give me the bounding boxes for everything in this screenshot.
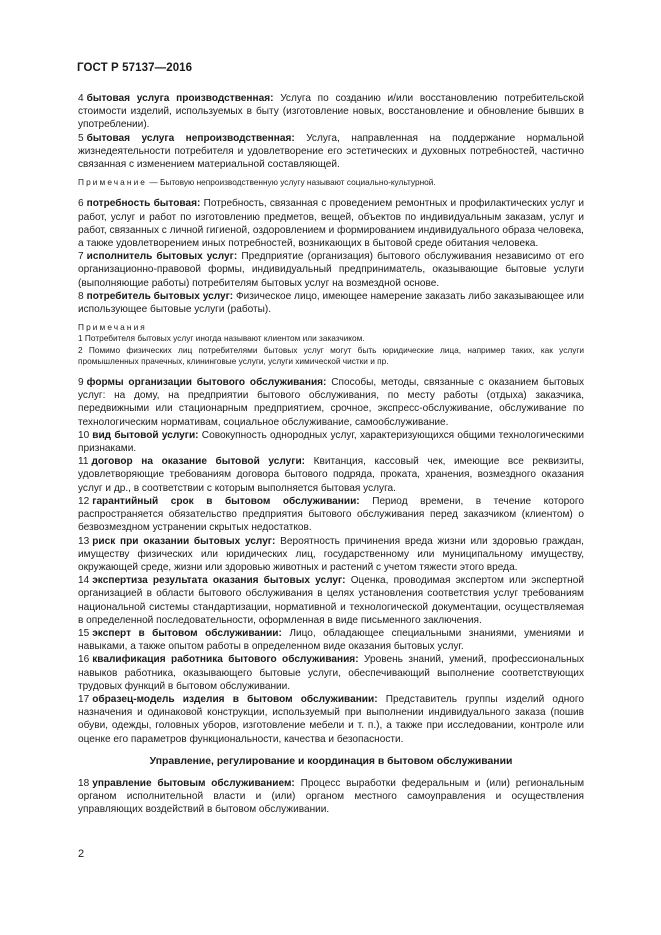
term-entry: [78, 627, 584, 653]
term-definition: Совокупность однородных услуг, характеризующихся общими технологическими признаками.: [78, 429, 585, 455]
note: [78, 333, 584, 344]
page-number: 2: [78, 848, 85, 860]
term-name: потребность бытовая:: [86, 198, 201, 210]
term-definition: Оценка, проводимая экспертом или экспертной организацией в области бытового обслуживания в целях установления соответствия услуг требованиям национальной системы стандартизации, нормативной и технологической документации, осуществляемая в определенной последовательности, оформленная в виде письменного заключения.: [78, 575, 585, 626]
note: [78, 345, 584, 367]
term-name: бытовая услуга производственная:: [86, 93, 274, 104]
term-entry: [78, 197, 584, 250]
spacer: [78, 188, 584, 197]
term-entry: [78, 92, 584, 132]
note: [78, 322, 584, 333]
term-name: вид бытовой услуги:: [92, 429, 199, 441]
spacer: [78, 768, 584, 777]
term-entry: [78, 535, 584, 575]
term-name: эксперт в бытовом обслуживании:: [92, 627, 282, 639]
term-number: 11: [78, 456, 89, 468]
document-code: ГОСТ Р 57137—2016: [77, 62, 193, 74]
note-title: Примечания: [78, 322, 147, 333]
term-name: гарантийный срок в бытовом обслуживании:: [92, 495, 360, 507]
note-text: 1 Потребителя бытовых услуг иногда называют клиентом или заказчиком.: [78, 333, 365, 344]
term-entry: [78, 693, 584, 746]
term-entry: [78, 132, 584, 172]
term-entry: [78, 376, 584, 429]
term-definition: Лицо, обладающее специальными знаниями, умениями и навыками, а также опытом работы в определенном виде оказания бытовых услуг.: [78, 627, 584, 653]
term-number: 15: [78, 627, 90, 639]
term-number: 7: [78, 251, 84, 263]
term-definition: Процесс выработки федеральным и (или) региональным органом исполнительной власти и (или) органом местного самоуправления и осуществления управляющих воздействий в бытовом обслуживании.: [78, 777, 585, 816]
term-number: 9: [78, 377, 84, 389]
term-definition: Потребность, связанная с проведением ремонтных и профилактических услуг и работ, услуг и работ по изготовлению предметов, вещей, объектов по индивидуальным заказам, услуг и работ, связанных с личной гигиеной, оздоровлением и формированием индивидуального образа человека, а также удовлетворением иных потребностей, возникающих в бытовой среде обитания человека.: [78, 198, 584, 250]
note-title: Примечание: [78, 177, 148, 188]
term-name: договор на оказание бытовой услуги:: [91, 456, 306, 468]
term-entry: [78, 574, 584, 627]
term-entry: [78, 429, 584, 455]
document-body: [78, 92, 584, 816]
term-definition: Услуга по созданию и/или восстановлению потребительской стоимости изделий, используемых в быту (изготовление новых, восстановление и обновление бывших в употреблении).: [78, 93, 585, 131]
term-name: экспертиза результата оказания бытовых услуг:: [92, 575, 346, 587]
spacer: [78, 746, 584, 755]
section-heading: Управление, регулирование и координация в бытовом обслуживании: [149, 755, 513, 767]
term-number: 5: [78, 132, 84, 144]
term-definition: Вероятность причинения вреда жизни или здоровью граждан, имуществу физических или юридических лиц, государственному или муниципальному имуществу, окружающей среде, жизни или здоровью животных и растений с учетом тяжести этого вреда.: [78, 535, 584, 573]
term-name: исполнитель бытовых услуг:: [86, 251, 238, 263]
term-definition: Физическое лицо, имеющее намерение заказать либо заказывающее или использующее бытовые услуги (работы).: [78, 290, 584, 316]
term-number: 12: [78, 495, 90, 507]
term-number: 6: [78, 198, 84, 210]
term-definition: Период времени, в течение которого распространяется обязательство предприятия бытового обслуживания перед заказчиком (клиентом) о безвозмездном устранении скрытых недостатков.: [78, 495, 584, 534]
note: [78, 177, 584, 188]
term-name: формы организации бытового обслуживания:: [86, 377, 327, 389]
term-entry: [78, 653, 584, 693]
term-name: квалификация работника бытового обслуживания:: [92, 654, 359, 666]
term-definition: Способы, методы, связанные с оказанием бытовых услуг: на дому, на предприятии бытового обслуживания, по месту работы (отдыха) заказчика, передвижными или стационарным предприятием, срочное, экспресс-обслуживание, обслуживание по технологическим нормативам, социальное обслуживание, самообслуживание.: [78, 377, 584, 428]
term-name: бытовая услуга непроизводственная:: [86, 132, 295, 144]
term-number: 4: [78, 93, 84, 104]
term-name: риск при оказании бытовых услуг:: [92, 535, 276, 547]
term-number: 17: [78, 693, 90, 705]
term-name: управление бытовым обслуживанием:: [92, 777, 295, 789]
term-definition: Уровень знаний, умений, профессиональных навыков работника, оказывающего бытовые услуги, обеспечивающий выполнение соответствующих трудовых функций в бытовом обслуживании.: [78, 654, 585, 692]
term-entry: [78, 455, 584, 495]
term-definition: Предприятие (организация) бытового обслуживания независимо от его организационно-правовой формы, индивидуальный предприниматель, оказывающие бытовые услуги (выполняющие работы) потребителям бытовых услуг на возмездной основе.: [78, 251, 584, 289]
term-number: 14: [78, 575, 90, 587]
term-definition: Представитель группы изделий одного назначения и одинаковой конструкции, используемый при выполнении индивидуального заказа (пошив обуви, одежды, головных уборов, изготовление мебели и т. п.), а также при исследовании, контроле или оценке его параметров функциональности, качества и безопасности.: [78, 693, 584, 745]
term-number: 16: [78, 654, 90, 666]
term-definition: Услуга, направленная на поддержание нормальной жизнедеятельности потребителя и удовлетворение его эстетических и духовных потребностей, частично связанная с изменением материальной составляющей.: [78, 132, 584, 171]
term-name: потребитель бытовых услуг:: [86, 290, 234, 302]
term-entry: [78, 290, 584, 316]
term-number: 8: [78, 290, 84, 302]
term-entry: [78, 495, 584, 535]
note-text: 2 Помимо физических лиц потребителями бытовых услуг могут быть юридические лица, например таких, как услуги промышленных прачечных, клининговые услуги, услуги химической чистки и пр.: [78, 344, 584, 366]
term-entry: [78, 777, 584, 817]
term-entry: [78, 250, 584, 290]
note-text: — Бытовую непроизводственную услугу называют социально-культурной.: [149, 177, 436, 188]
term-number: 18: [78, 777, 90, 789]
spacer: [78, 367, 584, 376]
term-number: 10: [78, 429, 90, 441]
term-number: 13: [78, 535, 90, 547]
term-name: образец-модель изделия в бытовом обслуживании:: [92, 693, 378, 705]
term-definition: Квитанция, кассовый чек, имеющие все реквизиты, удовлетворяющие требованиям договора бытового подряда, проката, хранения, возмездного оказания услуг и др., в соответствии с которым выполняется бытовая услуга.: [78, 456, 585, 494]
